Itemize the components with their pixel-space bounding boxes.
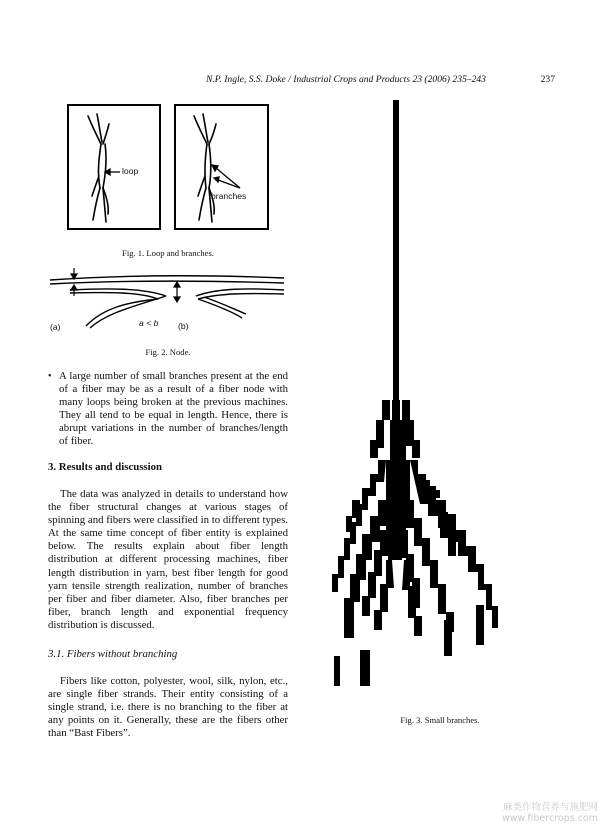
section-3-1-text: Fibers like cotton, polyester, wool, silk, nylon, etc., are single fiber strands. Their entity consisting of a single strand, i.e. there is no branching to the fiber at any points on it. Generally, these are the fibers other than “Bast Fibers”. (48, 675, 288, 740)
fig1-panel-loop (67, 104, 161, 230)
fiber-branches-drawing (176, 106, 267, 228)
bullet-list-item (48, 370, 288, 449)
fiber-loop-drawing (69, 106, 159, 228)
fig2-caption: Fig. 2. Node. (145, 347, 191, 357)
branches-label: branches (211, 191, 247, 201)
watermark-line-1: 麻类作物营养与施肥网 (502, 802, 598, 813)
fig1-caption: Fig. 1. Loop and branches. (122, 248, 214, 258)
section-3-1-paragraph (48, 675, 288, 740)
fig3-small-branches-drawing (320, 100, 570, 700)
label-a-less-b: a < b (139, 318, 159, 328)
bullet-text: A large number of small branches present at the end of a fiber may be as a result of a fiber node with many loops being broken at the previous machines. They all tend to be equal in length. Hence, there is abrupt variations in the number of branches/length of fiber. (59, 370, 288, 448)
section-3-paragraph (48, 488, 288, 632)
section-3-1-heading: 3.1. Fibers without branching (48, 648, 178, 660)
label-b: (b) (178, 321, 189, 331)
bullet-icon: • (48, 371, 52, 382)
fig2-node-drawing (48, 266, 288, 336)
fig1-panel-branches (174, 104, 269, 230)
watermark-line-2: www.fibercrops.com (501, 813, 598, 824)
watermark-logo (502, 802, 598, 824)
page-number: 237 (540, 74, 555, 85)
running-head (0, 74, 555, 90)
loop-label: loop (122, 166, 139, 176)
label-a: (a) (50, 322, 61, 332)
section-3-heading: 3. Results and discussion (48, 461, 163, 473)
journal-citation: N.P. Ingle, S.S. Doke / Industrial Crops and Products 23 (2006) 235–243 (206, 74, 486, 85)
section-3-text: The data was analyzed in details to understand how the fiber structural changes at various stages of spinning and fibers were classified in to different types. At the same time concept of fiber entity is explained below. The results explain about fiber length distribution at different processing machines, fiber length distribution in yarn, best fiber length for good yarn tensile strength realization, number of branches per fiber and fiber diameter. Also, fiber branches per fiber, branch length and exponential frequency distribution is discussed. (48, 488, 288, 631)
fig3-caption: Fig. 3. Small branches. (400, 715, 480, 725)
